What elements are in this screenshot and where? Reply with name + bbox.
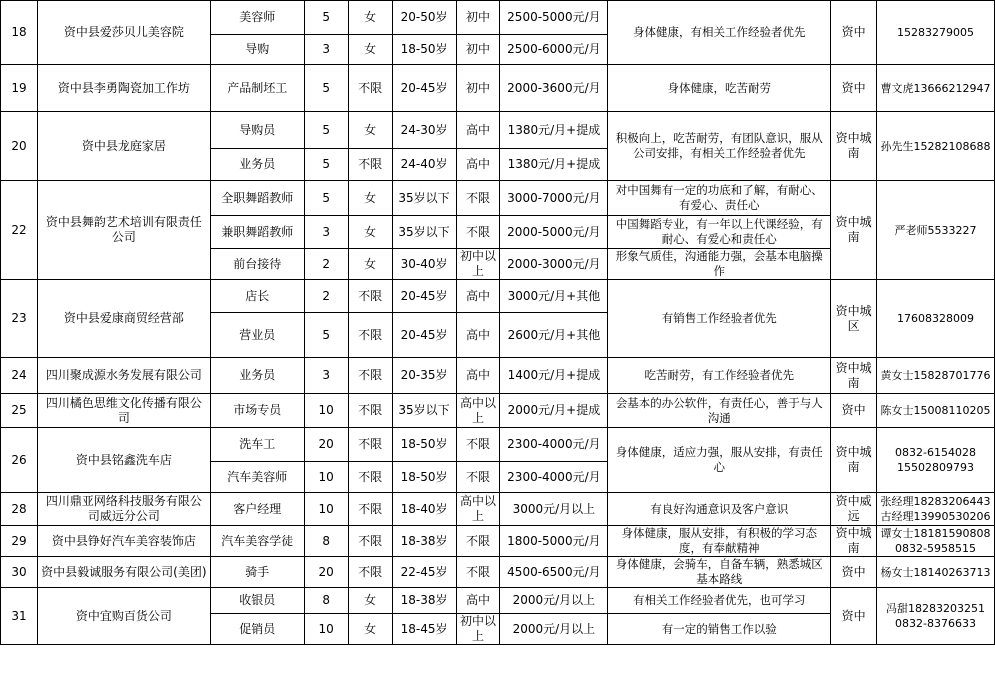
headcount: 5 — [304, 149, 348, 181]
requirement: 对中国舞有一定的功底和了解，有耐心、有爱心、责任心 — [608, 181, 831, 216]
requirement: 中国舞蹈专业，有一年以上代课经验，有耐心、有爱心和责任心 — [608, 216, 831, 249]
salary: 2500-5000元/月 — [500, 1, 608, 35]
age-range: 20-45岁 — [392, 313, 456, 358]
position-title: 全职舞蹈教师 — [210, 181, 304, 216]
requirement: 有相关工作经验者优先，也可学习 — [608, 588, 831, 614]
headcount: 8 — [304, 526, 348, 557]
company-name: 四川聚成源水务发展有限公司 — [37, 358, 210, 394]
work-location: 资中 — [831, 1, 877, 65]
position-title: 店长 — [210, 280, 304, 313]
gender: 女 — [348, 181, 392, 216]
salary: 1400元/月+提成 — [500, 358, 608, 394]
age-range: 24-30岁 — [392, 112, 456, 149]
age-range: 18-38岁 — [392, 526, 456, 557]
work-location: 资中 — [831, 394, 877, 428]
education: 不限 — [456, 181, 500, 216]
gender: 女 — [348, 216, 392, 249]
headcount: 2 — [304, 280, 348, 313]
headcount: 20 — [304, 557, 348, 588]
gender: 不限 — [348, 493, 392, 526]
contact: 谭女士18181590808 0832-5958515 — [877, 526, 995, 557]
age-range: 20-45岁 — [392, 65, 456, 112]
salary: 1380元/月+提成 — [500, 149, 608, 181]
headcount: 5 — [304, 112, 348, 149]
gender: 女 — [348, 588, 392, 614]
position-title: 美容师 — [210, 1, 304, 35]
row-number: 19 — [1, 65, 38, 112]
gender: 女 — [348, 1, 392, 35]
gender: 不限 — [348, 65, 392, 112]
company-name: 资中县舞韵艺术培训有限责任公司 — [37, 181, 210, 280]
table-row — [1, 358, 995, 394]
position-title: 兼职舞蹈教师 — [210, 216, 304, 249]
age-range: 20-50岁 — [392, 1, 456, 35]
table-row — [1, 181, 995, 216]
company-name: 资中宜购百货公司 — [37, 588, 210, 645]
row-number: 22 — [1, 181, 38, 280]
salary: 3000元/月以上 — [500, 493, 608, 526]
work-location: 资中城区 — [831, 280, 877, 358]
row-number: 31 — [1, 588, 38, 645]
education: 高中 — [456, 112, 500, 149]
requirement: 有良好沟通意识及客户意识 — [608, 493, 831, 526]
company-name: 资中县龙庭家居 — [37, 112, 210, 181]
education: 不限 — [456, 557, 500, 588]
headcount: 10 — [304, 462, 348, 493]
position-title: 汽车美容学徒 — [210, 526, 304, 557]
gender: 不限 — [348, 557, 392, 588]
requirement: 积极向上，吃苦耐劳，有团队意识，服从公司安排，有相关工作经验者优先 — [608, 112, 831, 181]
contact: 张经理18283206443 古经理13990530206 — [877, 493, 995, 526]
work-location: 资中 — [831, 557, 877, 588]
gender: 女 — [348, 35, 392, 65]
education: 高中 — [456, 149, 500, 181]
position-title: 营业员 — [210, 313, 304, 358]
contact: 黄女士15828701776 — [877, 358, 995, 394]
row-number: 23 — [1, 280, 38, 358]
salary: 2500-6000元/月 — [500, 35, 608, 65]
headcount: 5 — [304, 313, 348, 358]
salary: 2300-4000元/月 — [500, 462, 608, 493]
education: 高中 — [456, 588, 500, 614]
work-location: 资中城南 — [831, 112, 877, 181]
salary: 1380元/月+提成 — [500, 112, 608, 149]
gender: 不限 — [348, 358, 392, 394]
work-location: 资中城南 — [831, 428, 877, 493]
table-row — [1, 428, 995, 462]
table-row — [1, 65, 995, 112]
headcount: 3 — [304, 216, 348, 249]
education: 高中以上 — [456, 394, 500, 428]
contact: 冯甜18283203251 0832-8376633 — [877, 588, 995, 645]
education: 不限 — [456, 216, 500, 249]
work-location: 资中 — [831, 65, 877, 112]
contact: 严老师5533227 — [877, 181, 995, 280]
education: 初中 — [456, 65, 500, 112]
headcount: 2 — [304, 249, 348, 280]
position-title: 产品制坯工 — [210, 65, 304, 112]
position-title: 导购员 — [210, 112, 304, 149]
contact: 15283279005 — [877, 1, 995, 65]
row-number: 26 — [1, 428, 38, 493]
education: 高中 — [456, 280, 500, 313]
table-row — [1, 1, 995, 35]
education: 高中 — [456, 313, 500, 358]
requirement: 身体健康，有相关工作经验者优先 — [608, 1, 831, 65]
work-location: 资中城南 — [831, 358, 877, 394]
education: 初中以上 — [456, 249, 500, 280]
headcount: 5 — [304, 65, 348, 112]
table-row — [1, 280, 995, 313]
age-range: 18-50岁 — [392, 428, 456, 462]
salary: 2600元/月+其他 — [500, 313, 608, 358]
requirement: 会基本的办公软件，有责任心，善于与人沟通 — [608, 394, 831, 428]
age-range: 20-45岁 — [392, 280, 456, 313]
salary: 3000元/月+其他 — [500, 280, 608, 313]
row-number: 24 — [1, 358, 38, 394]
salary: 3000-7000元/月 — [500, 181, 608, 216]
position-title: 业务员 — [210, 149, 304, 181]
contact: 17608328009 — [877, 280, 995, 358]
gender: 不限 — [348, 394, 392, 428]
row-number: 30 — [1, 557, 38, 588]
salary: 2000-3000元/月 — [500, 249, 608, 280]
age-range: 35岁以下 — [392, 394, 456, 428]
contact: 孙先生15282108688 — [877, 112, 995, 181]
requirement: 有销售工作经验者优先 — [608, 280, 831, 358]
salary: 2000元/月以上 — [500, 614, 608, 645]
education: 初中以上 — [456, 614, 500, 645]
company-name: 资中县李勇陶瓷加工作坊 — [37, 65, 210, 112]
gender: 不限 — [348, 526, 392, 557]
salary: 2000-5000元/月 — [500, 216, 608, 249]
headcount: 10 — [304, 614, 348, 645]
age-range: 18-50岁 — [392, 462, 456, 493]
contact: 曹文虎13666212947 — [877, 65, 995, 112]
position-title: 汽车美容师 — [210, 462, 304, 493]
table-row — [1, 112, 995, 149]
gender: 女 — [348, 614, 392, 645]
headcount: 3 — [304, 358, 348, 394]
headcount: 10 — [304, 493, 348, 526]
gender: 女 — [348, 112, 392, 149]
gender: 不限 — [348, 280, 392, 313]
education: 不限 — [456, 428, 500, 462]
work-location: 资中 — [831, 588, 877, 645]
position-title: 洗车工 — [210, 428, 304, 462]
requirement: 身体健康，服从安排，有积极的学习态度，有奉献精神 — [608, 526, 831, 557]
age-range: 18-40岁 — [392, 493, 456, 526]
requirement: 身体健康，会骑车，自备车辆，熟悉城区基本路线 — [608, 557, 831, 588]
work-location: 资中城南 — [831, 526, 877, 557]
requirement: 吃苦耐劳，有工作经验者优先 — [608, 358, 831, 394]
headcount: 8 — [304, 588, 348, 614]
age-range: 35岁以下 — [392, 181, 456, 216]
table-row — [1, 588, 995, 614]
salary: 1800-5000元/月 — [500, 526, 608, 557]
gender: 不限 — [348, 149, 392, 181]
work-location: 资中威远 — [831, 493, 877, 526]
salary: 2000元/月+提成 — [500, 394, 608, 428]
age-range: 20-35岁 — [392, 358, 456, 394]
requirement: 身体健康，适应力强，服从安排，有责任心 — [608, 428, 831, 493]
age-range: 24-40岁 — [392, 149, 456, 181]
row-number: 18 — [1, 1, 38, 65]
table-row — [1, 493, 995, 526]
company-name: 四川鼎亚网络科技服务有限公司威远分公司 — [37, 493, 210, 526]
row-number: 29 — [1, 526, 38, 557]
education: 高中 — [456, 358, 500, 394]
age-range: 18-45岁 — [392, 614, 456, 645]
salary: 2000元/月以上 — [500, 588, 608, 614]
table-row — [1, 526, 995, 557]
requirement: 形象气质佳，沟通能力强，会基本电脑操作 — [608, 249, 831, 280]
company-name: 资中县毅诚服务有限公司(美团) — [37, 557, 210, 588]
table-body — [1, 1, 995, 645]
position-title: 市场专员 — [210, 394, 304, 428]
gender: 不限 — [348, 462, 392, 493]
row-number: 28 — [1, 493, 38, 526]
table-row — [1, 394, 995, 428]
requirement: 身体健康，吃苦耐劳 — [608, 65, 831, 112]
position-title: 导购 — [210, 35, 304, 65]
work-location: 资中城南 — [831, 181, 877, 280]
position-title: 前台接待 — [210, 249, 304, 280]
education: 初中 — [456, 35, 500, 65]
contact: 杨女士18140263713 — [877, 557, 995, 588]
contact: 陈女士15008110205 — [877, 394, 995, 428]
company-name: 四川橘色思维文化传播有限公司 — [37, 394, 210, 428]
gender: 女 — [348, 249, 392, 280]
position-title: 促销员 — [210, 614, 304, 645]
gender: 不限 — [348, 428, 392, 462]
education: 不限 — [456, 462, 500, 493]
company-name: 资中县爱康商贸经营部 — [37, 280, 210, 358]
headcount: 5 — [304, 1, 348, 35]
company-name: 资中县铭鑫洗车店 — [37, 428, 210, 493]
headcount: 20 — [304, 428, 348, 462]
gender: 不限 — [348, 313, 392, 358]
age-range: 18-50岁 — [392, 35, 456, 65]
salary: 2300-4000元/月 — [500, 428, 608, 462]
row-number: 20 — [1, 112, 38, 181]
position-title: 骑手 — [210, 557, 304, 588]
age-range: 22-45岁 — [392, 557, 456, 588]
headcount: 10 — [304, 394, 348, 428]
age-range: 30-40岁 — [392, 249, 456, 280]
education: 初中 — [456, 1, 500, 35]
position-title: 客户经理 — [210, 493, 304, 526]
company-name: 资中县爱莎贝儿美容院 — [37, 1, 210, 65]
position-title: 业务员 — [210, 358, 304, 394]
education: 高中以上 — [456, 493, 500, 526]
requirement: 有一定的销售工作以验 — [608, 614, 831, 645]
table-row — [1, 557, 995, 588]
contact: 0832-6154028 15502809793 — [877, 428, 995, 493]
row-number: 25 — [1, 394, 38, 428]
headcount: 3 — [304, 35, 348, 65]
headcount: 5 — [304, 181, 348, 216]
company-name: 资中县铮好汽车美容装饰店 — [37, 526, 210, 557]
age-range: 35岁以下 — [392, 216, 456, 249]
salary: 4500-6500元/月 — [500, 557, 608, 588]
position-title: 收银员 — [210, 588, 304, 614]
age-range: 18-38岁 — [392, 588, 456, 614]
salary: 2000-3600元/月 — [500, 65, 608, 112]
education: 不限 — [456, 526, 500, 557]
